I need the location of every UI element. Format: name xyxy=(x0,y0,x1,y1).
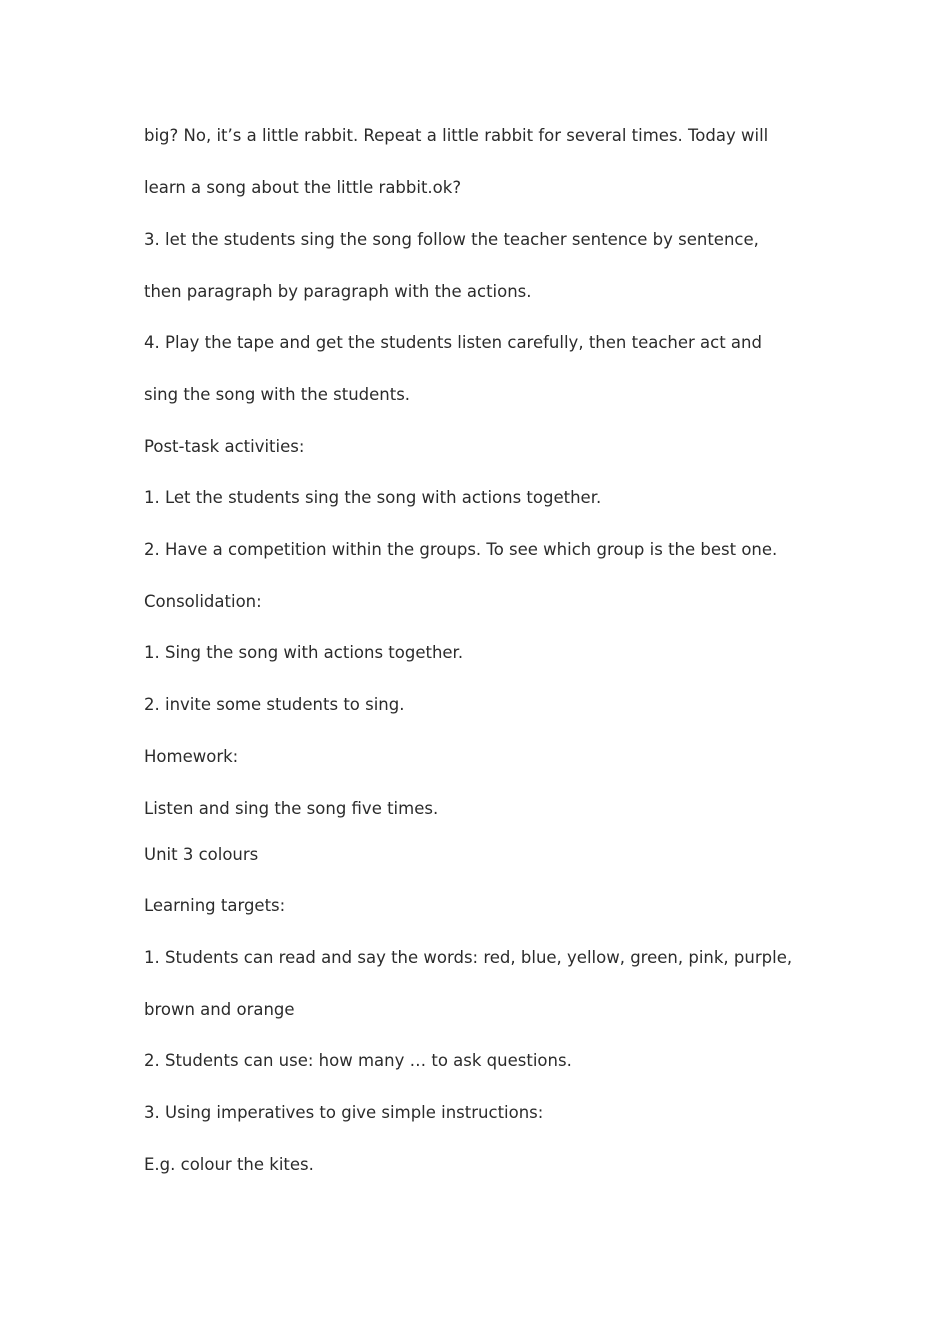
text-line: E.g. colour the kites. xyxy=(144,1155,314,1174)
text-line: sing the song with the students. xyxy=(144,385,411,404)
text-line: learn a song about the little rabbit.ok? xyxy=(144,178,462,197)
text-line: Listen and sing the song five times. xyxy=(144,799,439,818)
text-line: 3. let the students sing the song follow the teacher sentence by sentence, xyxy=(144,230,759,249)
text-line: 2. Have a competition within the groups. To see which group is the best one. xyxy=(144,540,778,559)
text-line: then paragraph by paragraph with the actions. xyxy=(144,282,532,301)
text-line: 1. Students can read and say the words: red, blue, yellow, green, pink, purple, xyxy=(144,948,793,967)
text-line: brown and orange xyxy=(144,1000,295,1019)
text-line: 4. Play the tape and get the students listen carefully, then teacher act and xyxy=(144,333,762,352)
text-line: 1. Let the students sing the song with actions together. xyxy=(144,488,602,507)
section-heading-post-task: Post-task activities: xyxy=(144,437,305,456)
unit-title: Unit 3 colours xyxy=(144,845,259,864)
text-line: 3. Using imperatives to give simple instructions: xyxy=(144,1103,544,1122)
text-line: 2. invite some students to sing. xyxy=(144,695,405,714)
text-line: big? No, it’s a little rabbit. Repeat a little rabbit for several times. Today will xyxy=(144,126,769,145)
section-heading-learning-targets: Learning targets: xyxy=(144,896,286,915)
text-line: 1. Sing the song with actions together. xyxy=(144,643,464,662)
section-heading-homework: Homework: xyxy=(144,747,239,766)
text-line: 2. Students can use: how many … to ask questions. xyxy=(144,1051,572,1070)
section-heading-consolidation: Consolidation: xyxy=(144,592,262,611)
